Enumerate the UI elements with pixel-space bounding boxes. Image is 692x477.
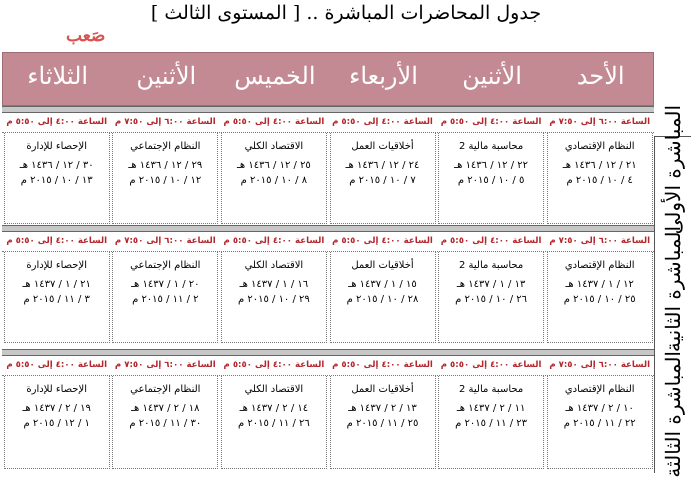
hijri-date: ١٤ / ٢ / ١٤٣٧ هـ bbox=[239, 403, 309, 414]
course-name: النظام الإجتماعي bbox=[130, 384, 201, 395]
day-header: الثلاثاء bbox=[27, 62, 89, 90]
gregorian-date: ٢٩ / ١٠ / ٢٠١٥ م bbox=[237, 294, 310, 305]
gregorian-date: ٨ / ١٠ / ٢٠١٥ م bbox=[240, 175, 308, 186]
lecture-cell bbox=[112, 252, 218, 343]
time-slot: الساعة ٦:٠٠ إلى ٧:٥٠ م bbox=[549, 360, 651, 370]
course-name: النظام الإجتماعي bbox=[130, 141, 201, 152]
hijri-date: ١٦ / ١ / ١٤٣٧ هـ bbox=[239, 279, 309, 290]
gregorian-date: ٧ / ١٠ / ٢٠١٥ م bbox=[349, 175, 416, 186]
time-slot: الساعة ٦:٠٠ إلى ٧:٥٠ م bbox=[549, 236, 651, 246]
hijri-date: ٣٠ / ١٢ / ١٤٣٦ هـ bbox=[19, 160, 94, 171]
gregorian-date: ٢٦ / ١٠ / ٢٠١٥ م bbox=[455, 294, 527, 305]
hijri-date: ١٣ / ١ / ١٤٣٧ هـ bbox=[456, 279, 526, 290]
time-slot: الساعة ٤:٠٠ إلى ٥:٥٠ م bbox=[6, 360, 108, 370]
lecture-cell bbox=[330, 252, 436, 343]
gregorian-date: ١ / ١٢ / ٢٠١٥ م bbox=[23, 418, 90, 429]
gregorian-date: ٣ / ١١ / ٢٠١٥ م bbox=[23, 294, 90, 305]
time-slot: الساعة ٤:٠٠ إلى ٥:٥٠ م bbox=[440, 236, 542, 246]
lecture-cell bbox=[547, 252, 653, 343]
time-slot: الساعة ٤:٠٠ إلى ٥:٥٠ م bbox=[332, 360, 433, 370]
course-name: النظام الإقتصادي bbox=[564, 141, 635, 152]
gregorian-date: ١٣ / ١٠ / ٢٠١٥ م bbox=[20, 175, 93, 186]
day-header: الأثنين bbox=[462, 62, 522, 90]
time-slot: الساعة ٤:٠٠ إلى ٥:٥٠ م bbox=[223, 236, 325, 246]
lecture-cell bbox=[438, 252, 544, 343]
course-name: الإحصاء للإدارة bbox=[26, 141, 87, 152]
course-name: الإحصاء للإدارة bbox=[26, 260, 87, 271]
session-label bbox=[655, 350, 691, 477]
course-name: أخلاقيات العمل bbox=[351, 384, 414, 395]
lecture-cell bbox=[112, 376, 218, 469]
gregorian-date: ٢٥ / ١١ / ٢٠١٥ م bbox=[346, 418, 419, 429]
session-label-text: المباشرة الأولى bbox=[661, 105, 685, 235]
gregorian-date: ٢٥ / ١٠ / ٢٠١٥ م bbox=[563, 294, 636, 305]
gregorian-date: ٢٣ / ١١ / ٢٠١٥ م bbox=[455, 418, 527, 429]
hijri-date: ١٢ / ١ / ١٤٣٧ هـ bbox=[565, 279, 634, 290]
lecture-cell bbox=[547, 133, 653, 224]
gregorian-date: ٤ / ١٠ / ٢٠١٥ م bbox=[566, 175, 633, 186]
course-name: محاسبة مالية 2 bbox=[459, 384, 524, 395]
section-divider bbox=[2, 106, 654, 113]
hijri-date: ١٠ / ٢ / ١٤٣٧ هـ bbox=[565, 403, 634, 414]
lecture-cell bbox=[330, 376, 436, 469]
section-divider bbox=[2, 225, 654, 232]
course-name: الاقتصاد الكلي bbox=[244, 384, 304, 395]
time-slot: الساعة ٤:٠٠ إلى ٥:٥٠ م bbox=[6, 236, 108, 246]
lecture-cell bbox=[112, 133, 218, 224]
gregorian-date: ١٢ / ١٠ / ٢٠١٥ م bbox=[129, 175, 202, 186]
time-slot: الساعة ٤:٠٠ إلى ٥:٥٠ م bbox=[223, 360, 325, 370]
lecture-cell bbox=[438, 376, 544, 469]
hijri-date: ٢٠ / ١ / ١٤٣٧ هـ bbox=[131, 279, 200, 290]
time-slot: الساعة ٤:٠٠ إلى ٥:٥٠ م bbox=[440, 117, 542, 127]
session-label bbox=[655, 105, 691, 235]
day-header: الأحد bbox=[576, 62, 625, 90]
day-header: الخميس bbox=[234, 62, 316, 90]
gregorian-date: ٢٢ / ١١ / ٢٠١٥ م bbox=[563, 418, 636, 429]
time-slot: الساعة ٤:٠٠ إلى ٥:٥٠ م bbox=[223, 117, 325, 127]
gregorian-date: ٣٠ / ١١ / ٢٠١٥ م bbox=[129, 418, 202, 429]
gregorian-date: ٢ / ١١ / ٢٠١٥ م bbox=[132, 294, 199, 305]
course-name: محاسبة مالية 2 bbox=[459, 141, 524, 152]
day-header: الأثنين bbox=[136, 62, 197, 90]
page-title: جدول المحاضرات المباشرة .. [ المستوى الثالث ] bbox=[150, 2, 542, 24]
hijri-date: ١٩ / ٢ / ١٤٣٧ هـ bbox=[22, 403, 91, 414]
course-name: الاقتصاد الكلي bbox=[244, 260, 304, 271]
lecture-cell bbox=[4, 376, 110, 469]
lecture-cell bbox=[221, 252, 327, 343]
hijri-date: ١٨ / ٢ / ١٤٣٧ هـ bbox=[131, 403, 200, 414]
course-name: النظام الإجتماعي bbox=[130, 260, 201, 271]
hijri-date: ١٥ / ١ / ١٤٣٧ هـ bbox=[348, 279, 417, 290]
hijri-date: ٢٥ / ١٢ / ١٤٣٦ هـ bbox=[236, 160, 311, 171]
lecture-cell bbox=[330, 133, 436, 224]
hijri-date: ٢١ / ١ / ١٤٣٧ هـ bbox=[22, 279, 91, 290]
time-slot: الساعة ٤:٠٠ إلى ٥:٥٠ م bbox=[6, 117, 108, 127]
time-slot: الساعة ٦:٠٠ إلى ٧:٥٠ م bbox=[114, 360, 216, 370]
time-slot: الساعة ٦:٠٠ إلى ٧:٥٠ م bbox=[114, 117, 216, 127]
hijri-date: ٢٢ / ١٢ / ١٤٣٦ هـ bbox=[454, 160, 529, 171]
session-label bbox=[655, 225, 691, 353]
time-slot: الساعة ٦:٠٠ إلى ٧:٥٠ م bbox=[114, 236, 216, 246]
hijri-date: ١١ / ٢ / ١٤٣٧ هـ bbox=[456, 403, 526, 414]
course-name: النظام الإقتصادي bbox=[564, 260, 635, 271]
lecture-cell bbox=[438, 133, 544, 224]
section-divider bbox=[2, 349, 654, 356]
hijri-date: ١٣ / ٢ / ١٤٣٧ هـ bbox=[348, 403, 417, 414]
corner-tag: صَعب bbox=[66, 26, 106, 46]
course-name: أخلاقيات العمل bbox=[351, 141, 414, 152]
lecture-cell bbox=[4, 252, 110, 343]
session-label-text: المباشرة الثالثة bbox=[661, 350, 685, 477]
gregorian-date: ٢٦ / ١١ / ٢٠١٥ م bbox=[237, 418, 310, 429]
days-header bbox=[2, 52, 654, 106]
lecture-cell bbox=[221, 376, 327, 469]
course-name: الاقتصاد الكلي bbox=[244, 141, 304, 152]
hijri-date: ٢٤ / ١٢ / ١٤٣٦ هـ bbox=[345, 160, 420, 171]
course-name: أخلاقيات العمل bbox=[351, 260, 414, 271]
gregorian-date: ٥ / ١٠ / ٢٠١٥ م bbox=[457, 175, 525, 186]
time-slot: الساعة ٦:٠٠ إلى ٧:٥٠ م bbox=[549, 117, 651, 127]
sessions-sidebar bbox=[654, 105, 691, 477]
lecture-cell bbox=[547, 376, 653, 469]
day-header: الأربعاء bbox=[349, 62, 418, 90]
time-slot: الساعة ٤:٠٠ إلى ٥:٥٠ م bbox=[332, 236, 433, 246]
hijri-date: ٢١ / ١٢ / ١٤٣٦ هـ bbox=[562, 160, 637, 171]
session-label-text: المباشرة الثانية bbox=[661, 225, 685, 353]
schedule-table bbox=[2, 52, 690, 477]
course-name: محاسبة مالية 2 bbox=[459, 260, 524, 271]
lecture-cell bbox=[4, 133, 110, 224]
course-name: النظام الإقتصادي bbox=[564, 384, 635, 395]
lecture-cell bbox=[221, 133, 327, 224]
gregorian-date: ٢٨ / ١٠ / ٢٠١٥ م bbox=[346, 294, 419, 305]
time-slot: الساعة ٤:٠٠ إلى ٥:٥٠ م bbox=[440, 360, 542, 370]
time-slot: الساعة ٤:٠٠ إلى ٥:٥٠ م bbox=[332, 117, 433, 127]
hijri-date: ٢٩ / ١٢ / ١٤٣٦ هـ bbox=[128, 160, 203, 171]
course-name: الإحصاء للإدارة bbox=[26, 384, 87, 395]
